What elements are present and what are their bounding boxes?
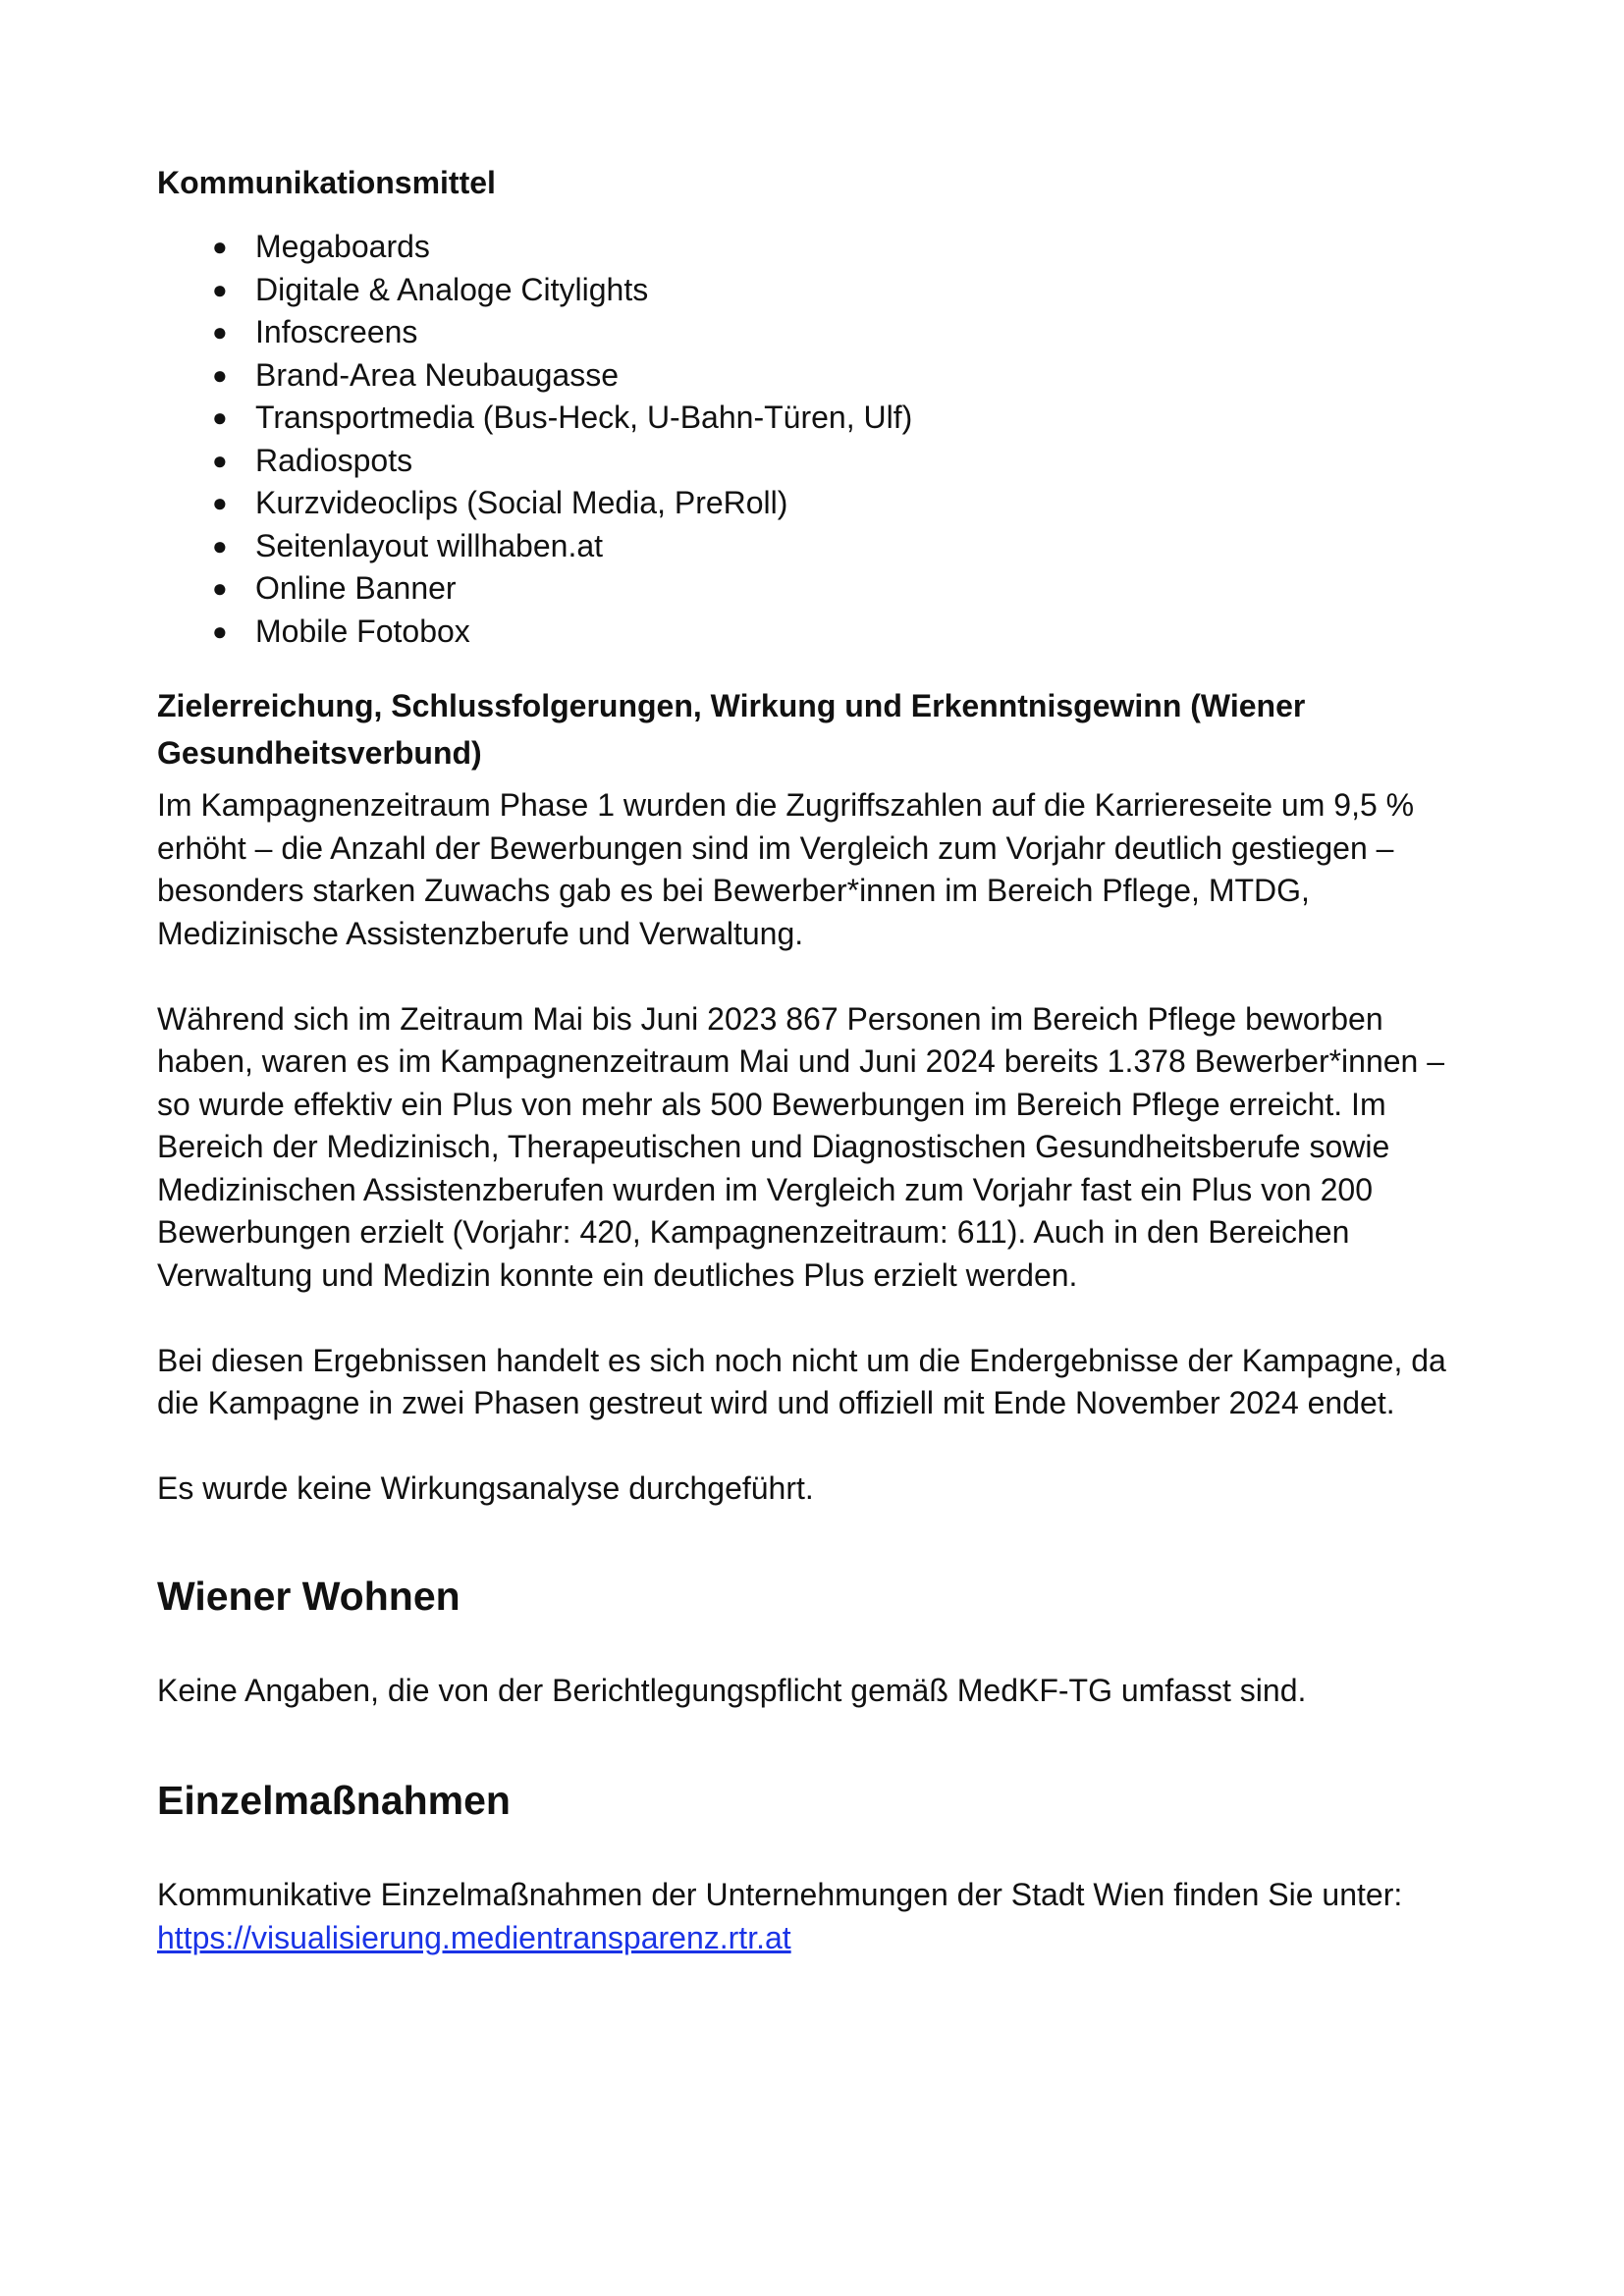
list-item-label: Seitenlayout willhaben.at bbox=[255, 527, 604, 563]
list-item-label: Megaboards bbox=[255, 229, 430, 264]
einzelmassnahmen-text: Kommunikative Einzelmaßnahmen der Unternehmungen der Stadt Wien finden Sie unter: bbox=[157, 1877, 1403, 1912]
list-item bbox=[157, 440, 1477, 483]
list-item-label: Mobile Fotobox bbox=[255, 613, 470, 649]
heading-wiener-wohnen: Wiener Wohnen bbox=[157, 1573, 460, 1619]
list-item bbox=[157, 525, 1477, 568]
list-item bbox=[157, 311, 1477, 354]
paragraph-einzelmassnahmen bbox=[157, 1874, 1477, 1959]
paragraph-wiener-wohnen: Keine Angaben, die von der Berichtlegungspflicht gemäß MedKF-TG umfasst sind. bbox=[157, 1672, 1307, 1708]
paragraph-bewerbungen: Während sich im Zeitraum Mai bis Juni 2023 867 Personen im Bereich Pflege beworben haben, waren es im Kampagnenzeitraum Mai und Juni 2024 bereits 1.378 Bewerber*innen – so wurde effektiv ein Plus von mehr als 500 Bewerbungen im Bereich Pflege erreicht. Im Bereich der Medizinisch, Therapeutischen und Diagnostischen Gesundheitsberufe sowie Medizinischen Assistenzberufen wurden im Vergleich zum Vorjahr fast ein Plus von 200 Bewerbungen erzielt (Vorjahr: 420, Kampagnenzeitraum: 611). Auch in den Bereichen Verwaltung und Medizin konnte ein deutliches Plus erzielt werden. bbox=[157, 1000, 1445, 1293]
list-item-label: Online Banner bbox=[255, 570, 457, 606]
bullet-icon: ● bbox=[212, 232, 228, 261]
paragraph-zugriffszahlen: Im Kampagnenzeitraum Phase 1 wurden die Zugriffszahlen auf die Karriereseite um 9,5 % erhöht – die Anzahl der Bewerbungen sind im Vergleich zum Vorjahr deutlich gestiegen – besonders starken Zuwachs gab es bei Bewerber*innen im Bereich Pflege, MTDG, Medizinische Assistenzberufe und Verwaltung. bbox=[157, 787, 1415, 951]
list-item-label: Transportmedia (Bus-Heck, U-Bahn-Türen, Ulf) bbox=[255, 400, 913, 435]
medientransparenz-link[interactable]: https://visualisierung.medientransparenz.rtr.at bbox=[157, 1919, 791, 1955]
bullet-icon: ● bbox=[212, 274, 228, 304]
bullet-icon: ● bbox=[212, 615, 228, 646]
bullet-icon: ● bbox=[212, 359, 228, 390]
list-item bbox=[157, 226, 1477, 269]
list-item bbox=[157, 567, 1477, 611]
list-item bbox=[157, 269, 1477, 312]
list-item-label: Infoscreens bbox=[255, 314, 418, 349]
list-item-label: Brand-Area Neubaugasse bbox=[255, 356, 620, 393]
bullet-icon: ● bbox=[212, 317, 228, 347]
kommunikationsmittel-list bbox=[157, 226, 1477, 653]
heading-einzelmassnahmen: Einzelmaßnahmen bbox=[157, 1778, 511, 1823]
list-item bbox=[157, 397, 1477, 440]
bullet-icon: ● bbox=[212, 488, 228, 517]
list-item bbox=[157, 482, 1477, 525]
list-item bbox=[157, 354, 1477, 398]
list-item-label: Digitale & Analoge Citylights bbox=[255, 271, 649, 307]
list-item-label: Kurzvideoclips (Social Media, PreRoll) bbox=[255, 485, 788, 520]
paragraph-endergebnisse: Bei diesen Ergebnissen handelt es sich noch nicht um die Endergebnisse der Kampagne, da die Kampagne in zwei Phasen gestreut wird und offiziell mit Ende November 2024 endet. bbox=[157, 1342, 1446, 1420]
bullet-icon: ● bbox=[212, 530, 228, 561]
bullet-icon: ● bbox=[212, 445, 228, 475]
list-item-label: Radiospots bbox=[255, 442, 413, 478]
bullet-icon: ● bbox=[212, 402, 228, 432]
list-item bbox=[157, 611, 1477, 654]
heading-kommunikationsmittel: Kommunikationsmittel bbox=[157, 165, 496, 200]
bullet-icon: ● bbox=[212, 573, 228, 603]
paragraph-wirkungsanalyse: Es wurde keine Wirkungsanalyse durchgeführt. bbox=[157, 1470, 814, 1506]
heading-zielerreichung: Zielerreichung, Schlussfolgerungen, Wirkung und Erkenntnisgewinn (Wiener Gesundheitsverbund) bbox=[157, 688, 1306, 771]
